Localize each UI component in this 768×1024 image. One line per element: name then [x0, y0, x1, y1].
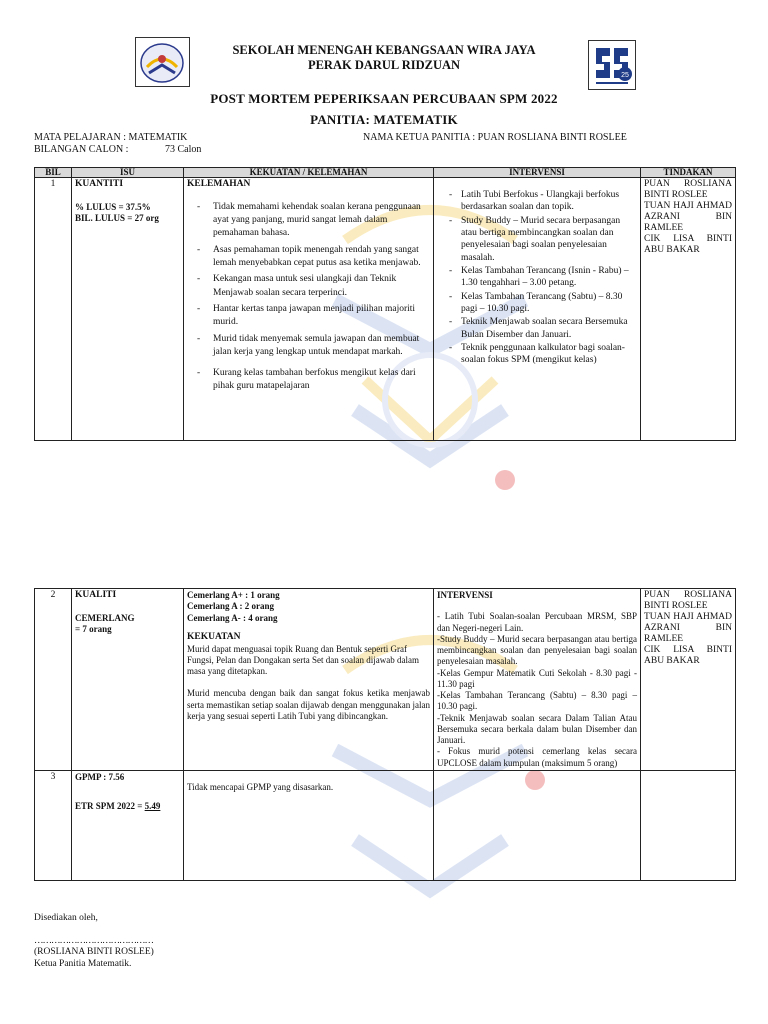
- kekuatan-kelemahan-cell: [184, 178, 434, 441]
- list-item: - Kurang kelas tambahan berfokus mengikut kelas dari pihak guru matapelajaran: [187, 367, 430, 394]
- tindakan-name: TUAN HAJI AHMAD AZRANI BIN RAMLEE: [644, 611, 732, 644]
- kekuatan-kelemahan-cell: [184, 770, 434, 880]
- school-name: SEKOLAH MENENGAH KEBANGSAAN WIRA JAYA: [232, 43, 536, 57]
- list-item: - Asas pemahaman topik menengah rendah yang sangat lemah menyebabkan cepat putus asa ketika menjawab.: [187, 244, 430, 271]
- table-row: [35, 178, 736, 441]
- signer-name: (ROSLIANA BINTI ROSLEE): [34, 947, 154, 957]
- row-number: 1: [35, 178, 72, 441]
- kekuatan-paragraph: Murid dapat menguasai topik Ruang dan Bentuk seperti Graf Fungsi, Pelan dan Dongakan serta Set dan soalan dijawab dalam masa yang ditetapkan.: [187, 643, 419, 677]
- col-header-isu: ISU: [72, 168, 184, 178]
- kelemahan-heading: KELEMAHAN: [187, 179, 251, 189]
- svg-text:25: 25: [621, 72, 629, 79]
- col-header-tindakan: TINDAKAN: [641, 168, 736, 178]
- cemerlang-line: Cemerlang A : 2 orang: [187, 601, 274, 612]
- table-row: [35, 589, 736, 771]
- panel-title: PANITIA: MATEMATIK: [310, 112, 458, 127]
- intervensi-line: - Fokus murid potensi cemerlang kelas secara UPCLOSE dalam kumpulan (maksimum 5 orang): [437, 746, 637, 768]
- list-item: - Tidak memahami kehendak soalan kerana penggunaan ayat yang panjang, murid sangat lemah dalam pemahaman bahasa.: [187, 201, 430, 241]
- cemerlang-line: Cemerlang A+ : 1 orang: [187, 590, 280, 600]
- intervensi-cell: [434, 770, 641, 880]
- kelemahan-list: [187, 201, 430, 394]
- isu-cemerlang-count: = 7 orang: [75, 624, 112, 635]
- tindakan-cell: [641, 589, 736, 771]
- kekuatan-kelemahan-cell: [184, 589, 434, 771]
- list-item: - Hantar kertas tanpa jawapan menjadi pilihan majoriti murid.: [187, 303, 430, 330]
- isu-pass-percent: % LULUS = 37.5%: [75, 201, 151, 212]
- isu-cell: [72, 178, 184, 441]
- isu-cell: [72, 589, 184, 771]
- document-title: POST MORTEM PEPERIKSAAN PERCUBAAN SPM 2022: [210, 91, 558, 106]
- intervensi-list: [437, 189, 637, 367]
- candidates-value: 73 Calon: [165, 144, 202, 155]
- intervensi-line: -Teknik Menjawab soalan secara Dalam Talian Atau Bersemuka secara berkala dalam bulan Disember dan Januari.: [437, 712, 637, 745]
- signature-line: ……………………………………: [34, 936, 153, 946]
- intervensi-line: -Kelas Tambahan Terancang (Sabtu) – 8.30 pagi – 10.30 pagi.: [437, 690, 637, 712]
- list-item: - Study Buddy – Murid secara berpasangan atau bertiga membincangkan soalan dan penyelesaian bagi soalan penyelesaian masalah.: [437, 215, 637, 264]
- etr-label: ETR SPM 2022 =: [75, 801, 145, 811]
- intervensi-line: -Kelas Gempur Matematik Cuti Sekolah - 8.30 pagi - 11.30 pagi: [437, 667, 637, 689]
- gpmp-note: Tidak mencapai GPMP yang disasarkan.: [187, 781, 334, 792]
- head-of-panel: NAMA KETUA PANITIA : PUAN ROSLIANA BINTI ROSLEE: [363, 132, 627, 143]
- gpmp-value: GPMP : 7.56: [75, 771, 125, 782]
- etr-value: 5.49: [144, 801, 161, 811]
- school-state: PERAK DARUL RIDZUAN: [307, 58, 461, 72]
- tindakan-name: PUAN ROSLIANA BINTI ROSLEE: [644, 179, 732, 200]
- isu-title: KUANTITI: [75, 179, 124, 189]
- table-row: [35, 770, 736, 880]
- tindakan-cell: [641, 178, 736, 441]
- isu-cemerlang: CEMERLANG: [75, 612, 135, 623]
- intervensi-cell: [434, 589, 641, 771]
- list-item: - Teknik Menjawab soalan secara Bersemuka Bulan Disember dan Januari.: [437, 316, 637, 341]
- list-item: - Kelas Tambahan Terancang (Isnin - Rabu) – 1.30 tengahhari – 3.00 petang.: [437, 265, 637, 290]
- tindakan-cell: [641, 770, 736, 880]
- col-header-intervensi: INTERVENSI: [434, 168, 641, 178]
- postmortem-table-part1: [34, 167, 736, 441]
- postmortem-table-part2: [34, 588, 736, 881]
- kekuatan-heading: KEKUATAN: [187, 631, 241, 642]
- subject-label: MATA PELAJARAN : MATEMATIK: [34, 132, 188, 143]
- cemerlang-line: Cemerlang A- : 4 orang: [187, 612, 278, 623]
- list-item: - Latih Tubi Berfokus - Ulangkaji berfokus berdasarkan soalan dan topik.: [437, 189, 637, 214]
- isu-pass-count: BIL. LULUS = 27 org: [75, 213, 159, 224]
- intervensi-line: -Study Buddy – Murid secara berpasangan atau bertiga membincangkan soalan dan penyelesaian bagi soalan penyelesaian masalah.: [437, 633, 637, 667]
- intervensi-line: - Latih Tubi Soalan-soalan Percubaan MRSM, SBP dan Negeri-negeri Lain.: [437, 611, 637, 633]
- row-number: 3: [35, 770, 72, 880]
- isu-cell: [72, 770, 184, 880]
- prepared-by-label: Disediakan oleh,: [34, 913, 98, 923]
- tindakan-name: TUAN HAJI AHMAD AZRANI BIN RAMLEE: [644, 200, 732, 233]
- tindakan-name: CIK LISA BINTI ABU BAKAR: [644, 644, 732, 666]
- list-item: - Kelas Tambahan Terancang (Sabtu) – 8.30 pagi – 10.30 pagi.: [437, 291, 637, 316]
- isu-title: KUALITI: [75, 590, 117, 600]
- list-item: - Teknik penggunaan kalkulator bagi soalan-soalan fokus SPM (mengikut kelas): [437, 342, 637, 367]
- row-number: 2: [35, 589, 72, 771]
- signer-role: Ketua Panitia Matematik.: [34, 959, 132, 969]
- intervensi-heading: INTERVENSI: [437, 590, 493, 600]
- kekuatan-paragraph: Murid mencuba dengan baik dan sangat fokus ketika menjawab serta memastikan setiap soalan dijawab dengan menggunakan jalan kerja yang sesuai seperti Latih Tubi yang dibincangkan.: [187, 688, 430, 721]
- etr-line: [75, 801, 180, 812]
- list-item: - Kekangan masa untuk sesi ulangkaji dan Teknik Menjawab soalan secara terperinci.: [187, 273, 430, 300]
- table-header-row: [35, 168, 736, 178]
- tindakan-name: CIK LISA BINTI ABU BAKAR: [644, 233, 732, 255]
- intervensi-cell: [434, 178, 641, 441]
- tindakan-name: PUAN ROSLIANA BINTI ROSLEE: [644, 590, 732, 611]
- candidates-label: BILANGAN CALON :: [34, 144, 129, 155]
- col-header-kekuatan-kelemahan: KEKUATAN / KELEMAHAN: [184, 168, 434, 178]
- list-item: - Murid tidak menyemak semula jawapan dan membuat jalan kerja yang lengkap untuk mendapat markah.: [187, 333, 430, 360]
- col-header-bil: BIL: [35, 168, 72, 178]
